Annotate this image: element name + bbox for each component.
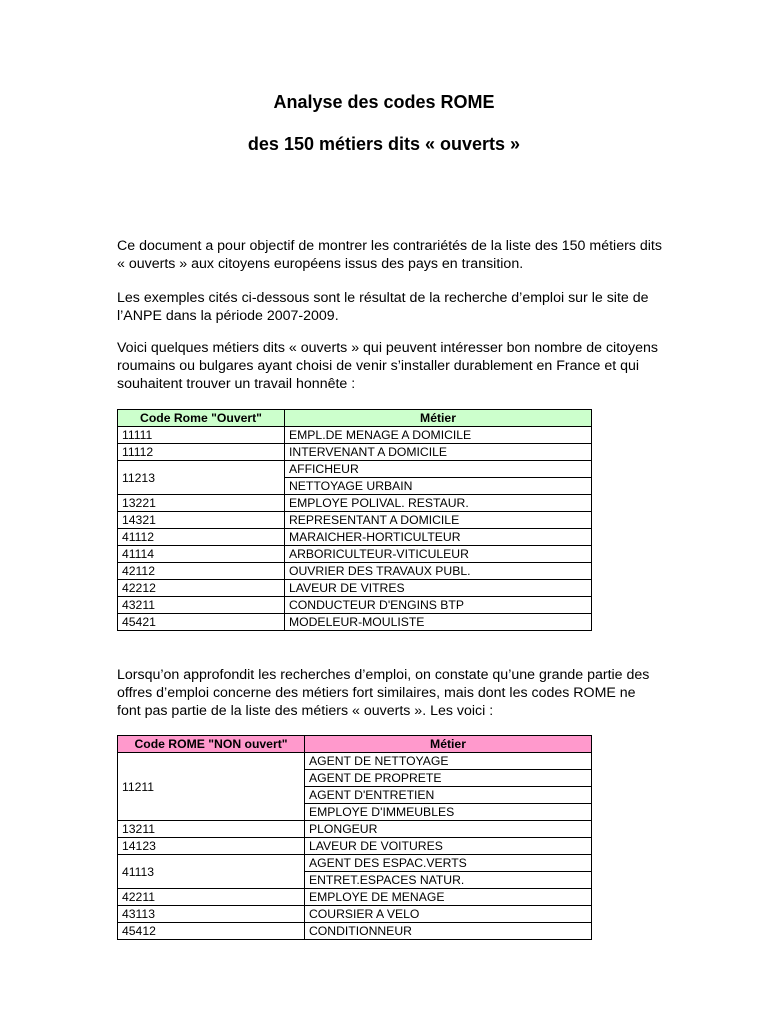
rome-code-cell: 45412 (118, 923, 305, 940)
document-title: Analyse des codes ROME (273, 92, 495, 112)
job-title-cell: EMPL.DE MENAGE A DOMICILE (285, 427, 592, 444)
job-title-cell: LAVEUR DE VITRES (285, 580, 592, 597)
table-row (118, 529, 592, 546)
table-row (118, 563, 592, 580)
rome-code-cell: 43211 (118, 597, 285, 614)
job-title-cell: EMPLOYE POLIVAL. RESTAUR. (285, 495, 592, 512)
rome-code-cell: 14123 (118, 838, 305, 855)
rome-code-cell: 14321 (118, 512, 285, 529)
table-row (118, 461, 592, 478)
job-title-cell: INTERVENANT A DOMICILE (285, 444, 592, 461)
rome-code-cell: 45421 (118, 614, 285, 631)
rome-code-cell: 41112 (118, 529, 285, 546)
column-header-code: Code ROME "NON ouvert" (118, 736, 305, 753)
job-title-cell: MARAICHER-HORTICULTEUR (285, 529, 592, 546)
column-header-job: Métier (305, 736, 592, 753)
table-row (118, 753, 592, 770)
table-row (118, 821, 592, 838)
rome-code-cell: 42112 (118, 563, 285, 580)
rome-code-cell: 13211 (118, 821, 305, 838)
rome-code-cell: 11211 (118, 753, 305, 821)
table-row (118, 838, 592, 855)
table-row (118, 889, 592, 906)
intro-paragraph: Ce document a pour objectif de montrer les contrariétés de la liste des 150 métiers dits « ouverts » aux citoyens européens issus des pays en transition. (117, 238, 662, 272)
table-row (118, 923, 592, 940)
table-row (118, 444, 592, 461)
column-header-code: Code Rome "Ouvert" (118, 410, 285, 427)
document-subtitle: des 150 métiers dits « ouverts » (247, 134, 521, 154)
job-title-cell: REPRESENTANT A DOMICILE (285, 512, 592, 529)
closed-jobs-paragraph: Lorsqu’on approfondit les recherches d’emploi, on constate qu’une grande partie des offres d’emploi concerne des métiers fort similaires, mais dont les codes ROME ne font pas partie de la liste des métiers « ouverts ». Les voici : (117, 667, 650, 719)
rome-code-cell: 43113 (118, 906, 305, 923)
job-title-cell: AGENT DES ESPAC.VERTS (305, 855, 592, 872)
job-title-cell: MODELEUR-MOULISTE (285, 614, 592, 631)
job-title-cell: COURSIER A VELO (305, 906, 592, 923)
table-header-row (118, 736, 592, 753)
job-title-cell: EMPLOYE D'IMMEUBLES (305, 804, 592, 821)
open-jobs-paragraph: Voici quelques métiers dits « ouverts » qui peuvent intéresser bon nombre de citoyens roumains ou bulgares ayant choisi de venir s’installer durablement en France et qui souhaitent trouver un travail honnête : (117, 340, 659, 392)
column-header-job: Métier (285, 410, 592, 427)
rome-code-cell: 11112 (118, 444, 285, 461)
table-row (118, 580, 592, 597)
open-codes-table (117, 409, 592, 631)
closed-codes-table (117, 735, 592, 940)
job-title-cell: OUVRIER DES TRAVAUX PUBL. (285, 563, 592, 580)
job-title-cell: NETTOYAGE URBAIN (285, 478, 592, 495)
table-row (118, 495, 592, 512)
table-row (118, 512, 592, 529)
job-title-cell: AGENT DE NETTOYAGE (305, 753, 592, 770)
table-header-row (118, 410, 592, 427)
rome-code-cell: 11111 (118, 427, 285, 444)
rome-code-cell: 41114 (118, 546, 285, 563)
job-title-cell: LAVEUR DE VOITURES (305, 838, 592, 855)
job-title-cell: AGENT D'ENTRETIEN (305, 787, 592, 804)
table-row (118, 906, 592, 923)
job-title-cell: PLONGEUR (305, 821, 592, 838)
rome-code-cell: 41113 (118, 855, 305, 889)
rome-code-cell: 11213 (118, 461, 285, 495)
job-title-cell: AFFICHEUR (285, 461, 592, 478)
job-title-cell: AGENT DE PROPRETE (305, 770, 592, 787)
job-title-cell: ARBORICULTEUR-VITICULEUR (285, 546, 592, 563)
job-title-cell: ENTRET.ESPACES NATUR. (305, 872, 592, 889)
rome-code-cell: 42211 (118, 889, 305, 906)
source-paragraph: Les exemples cités ci-dessous sont le résultat de la recherche d’emploi sur le site de l’ANPE dans la période 2007-2009. (117, 290, 649, 324)
rome-code-cell: 42212 (118, 580, 285, 597)
job-title-cell: CONDUCTEUR D'ENGINS BTP (285, 597, 592, 614)
rome-code-cell: 13221 (118, 495, 285, 512)
table-row (118, 614, 592, 631)
table-row (118, 855, 592, 872)
table-row (118, 427, 592, 444)
job-title-cell: CONDITIONNEUR (305, 923, 592, 940)
table-row (118, 597, 592, 614)
table-row (118, 546, 592, 563)
job-title-cell: EMPLOYE DE MENAGE (305, 889, 592, 906)
